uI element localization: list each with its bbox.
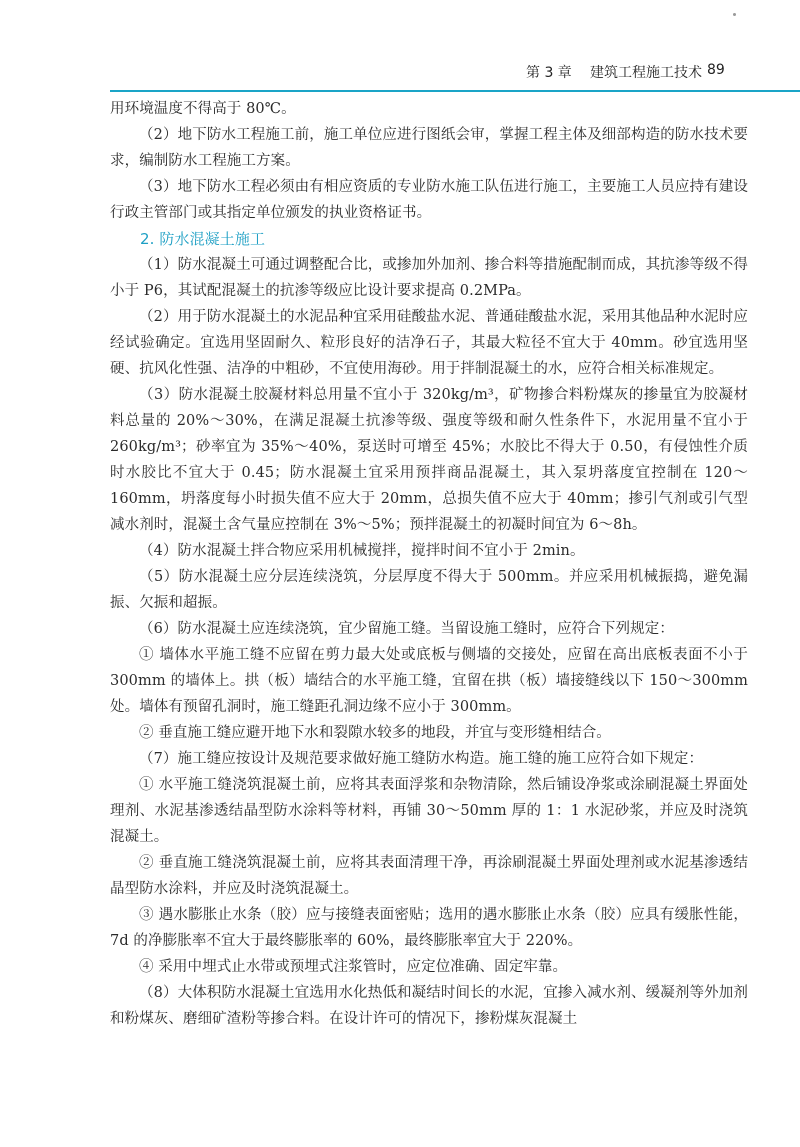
paragraph: （4）防水混凝土拌合物应采用机械搅拌，搅拌时间不宜小于 2min。: [139, 543, 585, 559]
chapter-label: 第 3 章: [526, 65, 572, 81]
paragraph: （2）用于防水混凝土的水泥品种宜采用硅酸盐水泥、普通硅酸盐水泥，采用其他品种水泥时应经试验确定。宜选用坚固耐久、粒形良好的洁净石子，其最大粒径不宜大于 40mm。砂宜选用坚硬、抗风化性强、洁净的中粗砂，不宜使用海砂。用于拌制混凝土的水，应符合相关标准规定。: [110, 309, 748, 377]
chapter-title: 建筑工程施工技术: [590, 65, 702, 81]
paragraph: 用环境温度不得高于 80℃。: [110, 101, 296, 117]
body-text: [110, 96, 748, 1032]
list-item: ① 水平施工缝浇筑混凝土前，应将其表面浮浆和杂物清除，然后铺设净浆或涂刷混凝土界面处理剂、水泥基渗透结晶型防水涂料等材料，再铺 30～50mm 厚的 1：1 水泥砂浆，并应及时浇筑混凝土。: [110, 777, 748, 845]
list-item: ② 垂直施工缝应避开地下水和裂隙水较多的地段，并宜与变形缝相结合。: [139, 725, 611, 741]
page-number: 89: [707, 62, 725, 78]
list-item: ④ 采用中埋式止水带或预埋式注浆管时，应定位准确、固定牢靠。: [139, 959, 568, 975]
list-item: ② 垂直施工缝浇筑混凝土前，应将其表面清理干净，再涂刷混凝土界面处理剂或水泥基渗透结晶型防水涂料，并应及时浇筑混凝土。: [110, 855, 748, 897]
paragraph: （1）防水混凝土可通过调整配合比，或掺加外加剂、掺合料等措施配制而成，其抗渗等级不得小于 P6，其试配混凝土的抗渗等级应比设计要求提高 0.2MPa。: [110, 257, 748, 299]
paragraph: （6）防水混凝土应连续浇筑，宜少留施工缝。当留设施工缝时，应符合下列规定：: [139, 621, 674, 637]
list-item: ① 墙体水平施工缝不应留在剪力最大处或底板与侧墙的交接处，应留在高出底板表面不小于 300mm 的墙体上。拱（板）墙结合的水平施工缝，宜留在拱（板）墙接缝线以下 150～300mm 处。墙体有预留孔洞时，施工缝距孔洞边缘不应小于 300mm。: [110, 647, 748, 715]
running-header: [526, 62, 800, 84]
paragraph: （3）防水混凝土胶凝材料总用量不宜小于 320kg/m³，矿物掺合料粉煤灰的掺量宜为胶凝材料总量的 20%～30%，在满足混凝土抗渗等级、强度等级和耐久性条件下，水泥用量不宜小于 260kg/m³；砂率宜为 35%～40%，泵送时可增至 45%；水胶比不得大于 0.50，有侵蚀性介质时水胶比不宜大于 0.45；防水混凝土宜采用预拌商品混凝土，其入泵坍落度宜控制在 120～160mm，坍落度每小时损失值不应大于 20mm，总损失值不应大于 40mm；掺引气剂或引气型减水剂时，混凝土含气量应控制在 3%～5%；预拌混凝土的初凝时间宜为 6～8h。: [110, 387, 748, 533]
paragraph: （7）施工缝应按设计及规范要求做好施工缝防水构造。施工缝的施工应符合如下规定：: [139, 751, 704, 767]
paragraph: （2）地下防水工程施工前，施工单位应进行图纸会审，掌握工程主体及细部构造的防水技术要求，编制防水工程施工方案。: [110, 127, 748, 169]
section-heading: 2. 防水混凝土施工: [140, 230, 266, 248]
list-item: ③ 遇水膨胀止水条（胶）应与接缝表面密贴；选用的遇水膨胀止水条（胶）应具有缓胀性能，7d 的净膨胀率不宜大于最终膨胀率的 60%，最终膨胀率宜大于 220%。: [110, 907, 748, 949]
paragraph: （8）大体积防水混凝土宜选用水化热低和凝结时间长的水泥，宜掺入减水剂、缓凝剂等外加剂和粉煤灰、磨细矿渣粉等掺合料。在设计许可的情况下，掺粉煤灰混凝土: [110, 985, 748, 1027]
scan-dot: [733, 13, 736, 16]
paragraph: （3）地下防水工程必须由有相应资质的专业防水施工队伍进行施工，主要施工人员应持有建设行政主管部门或其指定单位颁发的执业资格证书。: [110, 179, 748, 221]
header-rule: [110, 90, 800, 92]
paragraph: （5）防水混凝土应分层连续浇筑，分层厚度不得大于 500mm。并应采用机械振捣，避免漏振、欠振和超振。: [110, 569, 748, 611]
